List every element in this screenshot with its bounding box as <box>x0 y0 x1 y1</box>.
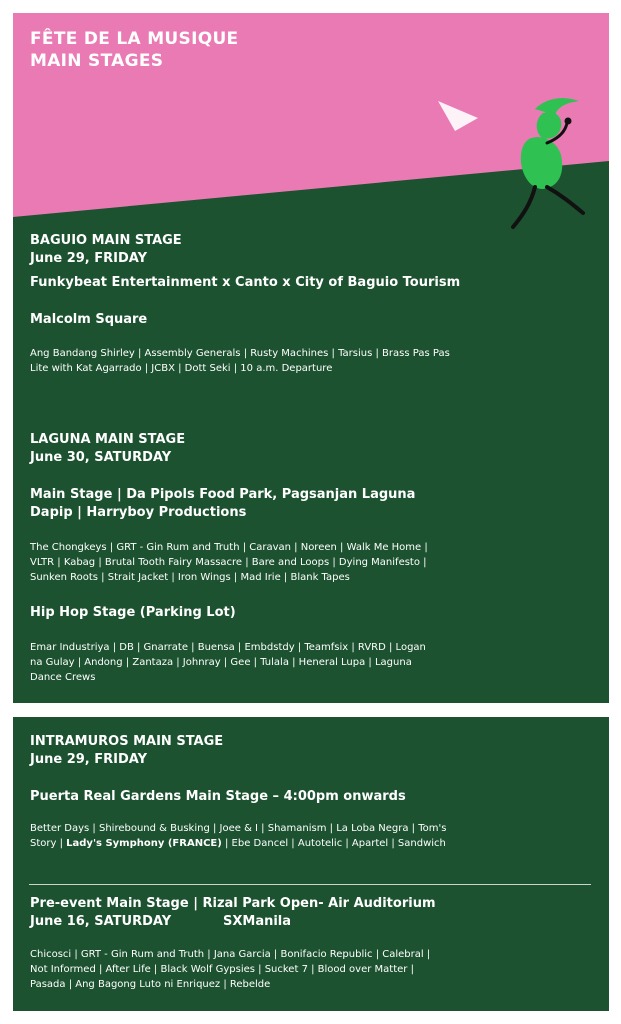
laguna-lineup-line: VLTR | Kabag | Brutal Tooth Fairy Massacre | Bare and Loops | Dying Manifesto | <box>30 557 427 568</box>
section-divider <box>29 884 591 885</box>
intramuros-title: INTRAMUROS MAIN STAGE <box>30 734 224 749</box>
baguio-title: BAGUIO MAIN STAGE <box>30 233 182 248</box>
hiphop-stage-title: Hip Hop Stage (Parking Lot) <box>30 605 236 620</box>
baguio-venue: Malcolm Square <box>30 312 148 327</box>
preevent-lineup-line: Not Informed | After Life | Black Wolf Gypsies | Sucket 7 | Blood over Matter | <box>30 964 414 975</box>
hiphop-lineup-line: na Gulay | Andong | Zantaza | Johnray | Gee | Tulala | Heneral Lupa | Laguna <box>30 657 412 668</box>
poster-subtitle: MAIN STAGES <box>30 51 164 71</box>
lineup-text: | Ebe Dancel | Autotelic | Apartel | Sandwich <box>221 838 446 849</box>
baguio-lineup-line: Ang Bandang Shirley | Assembly Generals | Rusty Machines | Tarsius | Brass Pas Pas <box>30 348 450 359</box>
highlighted-act: Lady's Symphony (FRANCE) <box>66 838 222 849</box>
laguna-lineup-line: Sunken Roots | Strait Jacket | Iron Wings | Mad Irie | Blank Tapes <box>30 572 350 583</box>
poster-title: FÊTE DE LA MUSIQUE <box>30 29 239 49</box>
laguna-venue: Main Stage | Da Pipols Food Park, Pagsanjan Laguna <box>30 487 416 502</box>
hiphop-lineup-line: Emar Industriya | DB | Gnarrate | Buensa | Embdstdy | Teamfsix | RVRD | Logan <box>30 642 426 653</box>
baguio-organizers: Funkybeat Entertainment x Canto x City of Baguio Tourism <box>30 275 461 290</box>
hiphop-lineup-line: Dance Crews <box>30 672 96 683</box>
microphone-icon <box>565 118 572 125</box>
singer-head <box>537 112 562 139</box>
preevent-title: Pre-event Main Stage | Rizal Park Open- Air Auditorium <box>30 896 436 911</box>
singer-illustration <box>423 81 609 241</box>
singer-leg-right <box>547 187 583 213</box>
intramuros-lineup-line <box>30 836 446 851</box>
intramuros-date: June 29, FRIDAY <box>30 752 147 767</box>
intramuros-lineup-line: Better Days | Shirebound & Busking | Joee & I | Shamanism | La Loba Negra | Tom's <box>30 823 447 834</box>
baguio-lineup-line: Lite with Kat Agarrado | JCBX | Dott Seki | 10 a.m. Departure <box>30 363 333 374</box>
preevent-lineup-line: Chicosci | GRT - Gin Rum and Truth | Jana Garcia | Bonifacio Republic | Calebral | <box>30 949 431 960</box>
lineup-text: Story | <box>30 838 67 849</box>
laguna-lineup-line: The Chongkeys | GRT - Gin Rum and Truth | Caravan | Noreen | Walk Me Home | <box>30 542 428 553</box>
singer-hair <box>535 98 579 115</box>
laguna-organizers: Dapip | Harryboy Productions <box>30 505 247 520</box>
poster-panel-bottom <box>13 717 609 1011</box>
intramuros-venue: Puerta Real Gardens Main Stage – 4:00pm onwards <box>30 789 406 804</box>
poster-panel-top <box>13 13 609 703</box>
preevent-organizer: SXManila <box>223 914 292 929</box>
megaphone-cone-icon <box>438 101 478 131</box>
laguna-title: LAGUNA MAIN STAGE <box>30 432 186 447</box>
laguna-date: June 30, SATURDAY <box>30 450 172 465</box>
singer-body <box>521 137 562 189</box>
singer-leg-left <box>513 187 535 227</box>
baguio-date: June 29, FRIDAY <box>30 251 147 266</box>
preevent-date: June 16, SATURDAY <box>30 914 172 929</box>
preevent-lineup-line: Pasada | Ang Bagong Luto ni Enriquez | Rebelde <box>30 979 271 990</box>
